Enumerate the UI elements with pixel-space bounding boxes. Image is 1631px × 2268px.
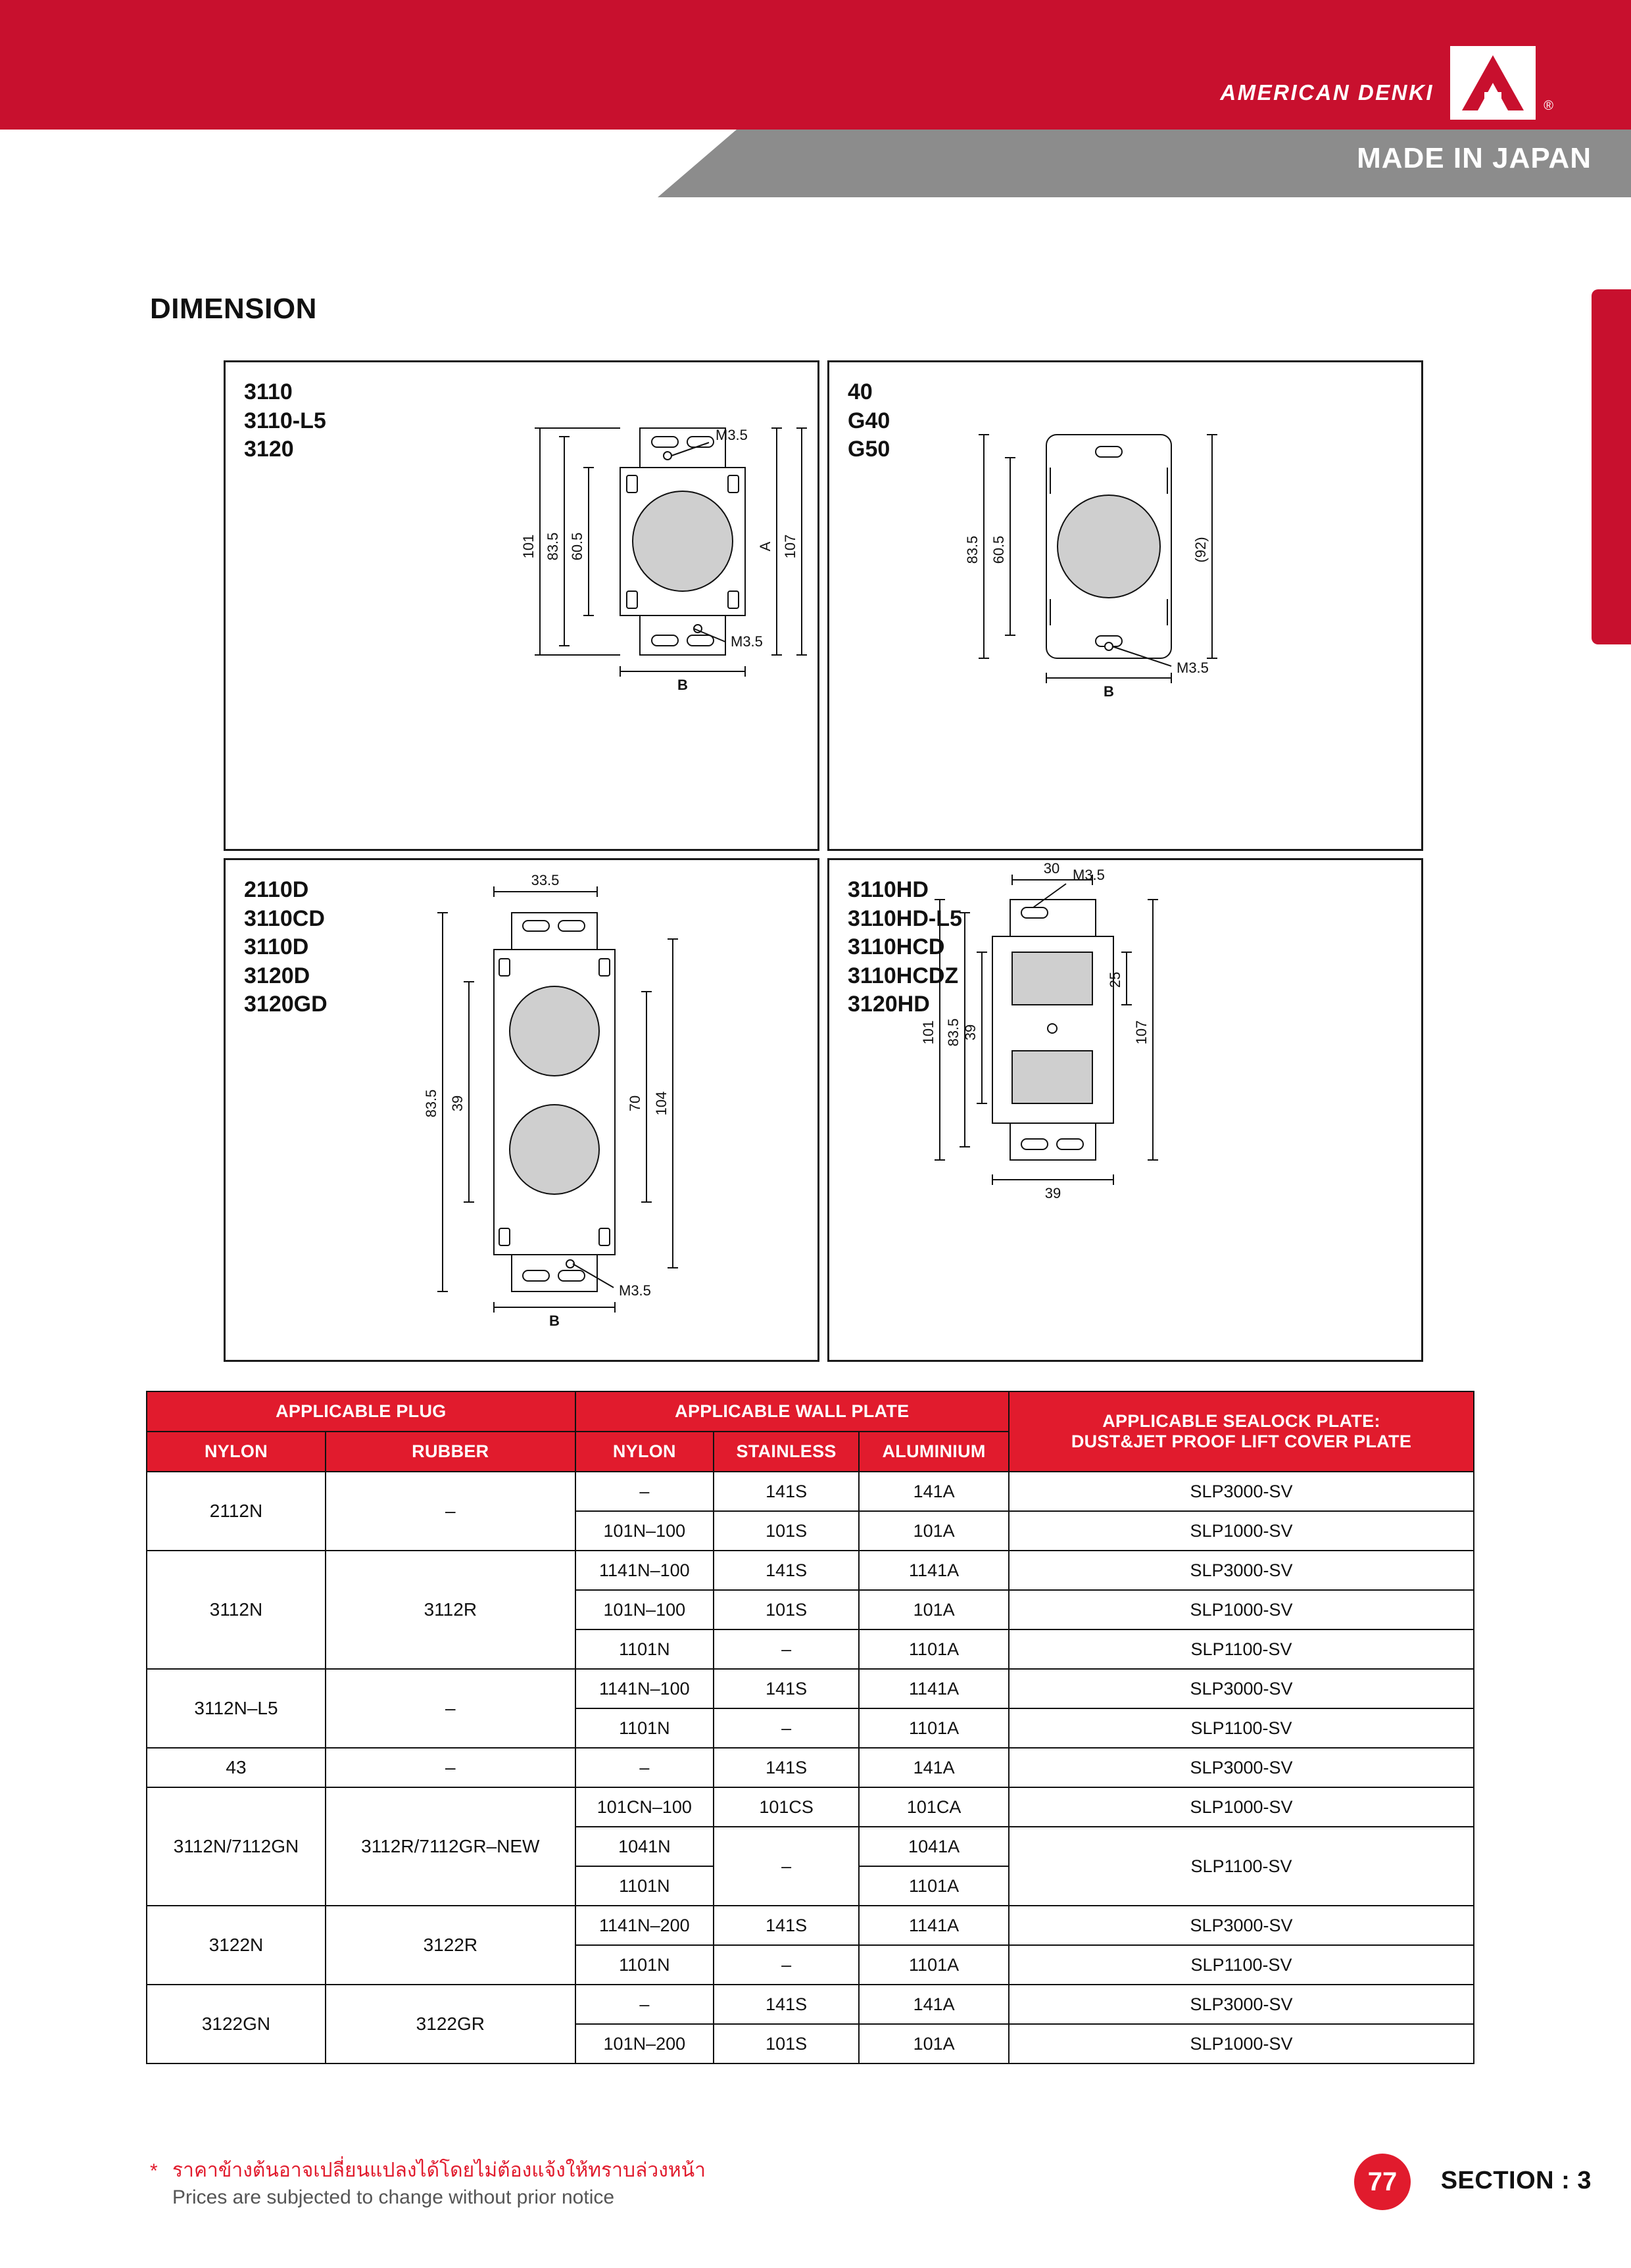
cell-plug-nylon: 2112N <box>147 1472 326 1551</box>
dim-label: 101 <box>520 534 537 559</box>
section-label: SECTION : 3 <box>1440 2167 1592 2194</box>
dim-label: 39 <box>1044 1185 1061 1201</box>
dim-label: 83.5 <box>423 1089 439 1118</box>
cell-plate-nylon: – <box>575 1748 714 1787</box>
cell-plate-stainless: 141S <box>714 1472 859 1511</box>
cell-plate-aluminium: 1101A <box>859 1945 1009 1985</box>
cell-plate-nylon: 101N–100 <box>575 1511 714 1551</box>
dim-label: 60.5 <box>990 535 1007 564</box>
dim-label: B <box>549 1313 560 1329</box>
code-line: 3110HD <box>848 877 929 902</box>
dim-label: (92) <box>1192 537 1209 563</box>
cell-plate-aluminium: 141A <box>859 1748 1009 1787</box>
footnote-thai: ราคาข้างต้นอาจเปลี่ยนแปลงได้โดยไม่ต้องแจ้งให้ทราบล่วงหน้า <box>172 2159 706 2181</box>
table-row <box>147 1906 1474 1945</box>
code-line: 3110CD <box>244 905 325 931</box>
cell-plate-stainless: 101CS <box>714 1787 859 1827</box>
cell-plug-rubber: – <box>326 1748 575 1787</box>
th-plate-stainless: STAINLESS <box>714 1432 859 1472</box>
cell-plate-stainless: – <box>714 1629 859 1669</box>
dim-label: 30 <box>1043 860 1060 877</box>
registered-trademark-icon: ® <box>1544 99 1553 113</box>
dim-label: A <box>757 541 773 552</box>
cell-plate-aluminium: 101CA <box>859 1787 1009 1827</box>
cell-plug-nylon: 3122N <box>147 1906 326 1985</box>
page-number-badge: 77 <box>1354 2154 1411 2210</box>
cell-plate-aluminium: 1101A <box>859 1629 1009 1669</box>
cell-plug-rubber: – <box>326 1669 575 1748</box>
cell-sealock: SLP3000-SV <box>1009 1748 1474 1787</box>
cell-plate-nylon: 1101N <box>575 1629 714 1669</box>
diagram-box-3110HD <box>827 858 1423 1362</box>
code-line: G40 <box>848 408 890 433</box>
section-side-tab <box>1592 289 1631 644</box>
cell-sealock: SLP3000-SV <box>1009 1669 1474 1708</box>
table-group-header-row <box>147 1391 1474 1432</box>
cell-sealock: SLP1100-SV <box>1009 1629 1474 1669</box>
cell-plate-aluminium: 1141A <box>859 1669 1009 1708</box>
cell-sealock: SLP1000-SV <box>1009 2024 1474 2063</box>
code-line: 3120HD <box>848 992 930 1017</box>
dim-label: 33.5 <box>531 872 560 888</box>
code-line: 3110 <box>244 379 293 404</box>
cell-plate-stainless: – <box>714 1827 859 1906</box>
diagram-box-2110D <box>224 858 819 1362</box>
cell-plate-nylon: 1101N <box>575 1945 714 1985</box>
table-row <box>147 1748 1474 1787</box>
cell-sealock: SLP1000-SV <box>1009 1511 1474 1551</box>
cell-plate-stainless: 101S <box>714 2024 859 2063</box>
page-title: DIMENSION <box>150 293 317 325</box>
dim-label: 83.5 <box>964 535 981 564</box>
cell-sealock: SLP3000-SV <box>1009 1551 1474 1590</box>
code-line: 3120GD <box>244 992 328 1017</box>
cell-plate-stainless: 101S <box>714 1590 859 1629</box>
cell-plate-aluminium: 1141A <box>859 1551 1009 1590</box>
dim-label: 107 <box>782 534 798 559</box>
brand-name: AMERICAN DENKI <box>1220 80 1434 105</box>
footnote-english: Prices are subjected to change without prior notice <box>172 2186 615 2208</box>
dim-label: 39 <box>962 1024 979 1041</box>
dim-label: B <box>677 677 688 693</box>
th-plate-nylon: NYLON <box>575 1432 714 1472</box>
cell-plate-stainless: 101S <box>714 1511 859 1551</box>
dimension-side-view-3110 <box>226 362 817 849</box>
cell-plate-aluminium: 1141A <box>859 1906 1009 1945</box>
cell-plate-nylon: 101N–100 <box>575 1590 714 1629</box>
cell-sealock: SLP1100-SV <box>1009 1827 1474 1906</box>
header-red-band <box>0 0 1631 130</box>
cell-plate-aluminium: 101A <box>859 1511 1009 1551</box>
table-row <box>147 1551 1474 1590</box>
cell-plug-rubber: 3112R <box>326 1551 575 1669</box>
table-row <box>147 1472 1474 1511</box>
th-plug-rubber: RUBBER <box>326 1432 575 1472</box>
cell-sealock: SLP1100-SV <box>1009 1708 1474 1748</box>
cell-plate-aluminium: 1101A <box>859 1866 1009 1906</box>
table-row <box>147 1669 1474 1708</box>
dimension-drawing-40 <box>829 362 1421 849</box>
cell-sealock: SLP1000-SV <box>1009 1590 1474 1629</box>
dimension-drawing-3110HD <box>829 860 1421 1360</box>
cell-plug-nylon: 3122GN <box>147 1985 326 2063</box>
cell-plate-nylon: 1101N <box>575 1866 714 1906</box>
cell-plate-nylon: – <box>575 1472 714 1511</box>
cell-plate-stainless: 141S <box>714 1551 859 1590</box>
sealock-header-line-1: APPLICABLE SEALOCK PLATE: <box>1102 1411 1380 1431</box>
sealock-header-line-2: DUST&JET PROOF LIFT COVER PLATE <box>1071 1432 1412 1451</box>
cell-plate-stainless: 141S <box>714 1669 859 1708</box>
dim-label: 83.5 <box>545 532 561 561</box>
code-line: 3110D <box>244 934 309 960</box>
american-denki-logo-icon <box>1450 46 1536 120</box>
cell-plate-aluminium: 1041A <box>859 1827 1009 1866</box>
cell-plate-aluminium: 141A <box>859 1472 1009 1511</box>
cell-plate-aluminium: 101A <box>859 2024 1009 2063</box>
cell-plate-aluminium: 101A <box>859 1590 1009 1629</box>
dim-label: 107 <box>1133 1020 1150 1045</box>
cell-plate-nylon: 1141N–100 <box>575 1669 714 1708</box>
dim-label: 101 <box>920 1020 937 1045</box>
dim-label: M3.5 <box>716 427 748 443</box>
code-line: 3110-L5 <box>244 408 326 433</box>
cell-plate-nylon: – <box>575 1985 714 2024</box>
code-line: 2110D <box>244 877 309 902</box>
cell-plate-nylon: 1141N–100 <box>575 1551 714 1590</box>
cell-plug-nylon: 3112N/7112GN <box>147 1787 326 1906</box>
code-line: 3120D <box>244 963 310 988</box>
cell-plug-rubber: 3112R/7112GR–NEW <box>326 1787 575 1906</box>
cell-sealock: SLP1100-SV <box>1009 1945 1474 1985</box>
code-line: 40 <box>848 379 873 404</box>
cell-plate-stainless: 141S <box>714 1906 859 1945</box>
dim-label: 60.5 <box>569 532 585 561</box>
code-line: 3120 <box>244 437 294 462</box>
cell-plate-nylon: 101CN–100 <box>575 1787 714 1827</box>
table-body <box>147 1472 1474 2063</box>
code-line: G50 <box>848 437 890 462</box>
diagram-box-40-g40-g50 <box>827 360 1423 851</box>
dim-label: 104 <box>653 1091 669 1116</box>
cell-sealock: SLP3000-SV <box>1009 1985 1474 2024</box>
dim-label: 83.5 <box>945 1018 962 1047</box>
cell-plate-nylon: 1101N <box>575 1708 714 1748</box>
cell-sealock: SLP3000-SV <box>1009 1472 1474 1511</box>
table-row <box>147 1787 1474 1827</box>
cell-plate-stainless: 141S <box>714 1985 859 2024</box>
code-line: 3110HCD <box>848 934 945 960</box>
cell-plug-nylon: 43 <box>147 1748 326 1787</box>
dim-label: B <box>1104 683 1114 700</box>
cell-plate-nylon: 101N–200 <box>575 2024 714 2063</box>
dim-label: M3.5 <box>1177 660 1209 676</box>
th-applicable-wall-plate: APPLICABLE WALL PLATE <box>575 1391 1009 1432</box>
dim-label: M3.5 <box>1073 867 1105 883</box>
diagram-box-3110 <box>224 360 819 851</box>
cell-plug-rubber: 3122R <box>326 1906 575 1985</box>
applicable-parts-table <box>146 1391 1474 2064</box>
code-line: 3110HCDZ <box>848 963 959 988</box>
cell-plate-stainless: – <box>714 1708 859 1748</box>
footnote-asterisk: * <box>150 2160 158 2182</box>
table-row <box>147 1985 1474 2024</box>
dim-label: M3.5 <box>619 1282 651 1299</box>
table-head <box>147 1391 1474 1472</box>
made-in-japan-label: MADE IN JAPAN <box>1357 142 1592 174</box>
cell-sealock: SLP1000-SV <box>1009 1787 1474 1827</box>
code-line: 3110HD-L5 <box>848 905 962 931</box>
cell-plug-nylon: 3112N <box>147 1551 326 1669</box>
dimension-drawing-2110D <box>226 860 817 1360</box>
dim-label: 25 <box>1107 971 1123 988</box>
cell-plug-rubber: – <box>326 1472 575 1551</box>
cell-plate-aluminium: 1101A <box>859 1708 1009 1748</box>
th-applicable-sealock-plate <box>1009 1391 1474 1472</box>
cell-plate-aluminium: 141A <box>859 1985 1009 2024</box>
cell-plate-stainless: – <box>714 1945 859 1985</box>
cell-sealock: SLP3000-SV <box>1009 1906 1474 1945</box>
cell-plate-nylon: 1141N–200 <box>575 1906 714 1945</box>
dim-label: 70 <box>627 1095 643 1112</box>
dim-label: M3.5 <box>731 633 763 650</box>
cell-plate-stainless: 141S <box>714 1748 859 1787</box>
cell-plate-nylon: 1041N <box>575 1827 714 1866</box>
th-plate-aluminium: ALUMINIUM <box>859 1432 1009 1472</box>
cell-plug-rubber: 3122GR <box>326 1985 575 2063</box>
th-plug-nylon: NYLON <box>147 1432 326 1472</box>
cell-plug-nylon: 3112N–L5 <box>147 1669 326 1748</box>
th-applicable-plug: APPLICABLE PLUG <box>147 1391 575 1432</box>
dim-label: 39 <box>449 1095 466 1112</box>
